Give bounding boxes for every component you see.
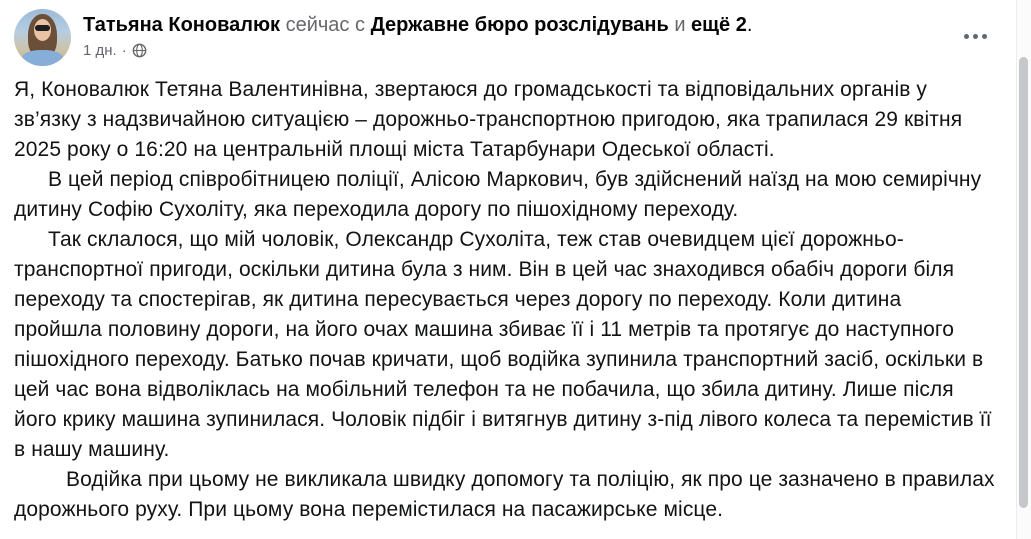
post-paragraph: Я, Коновалюк Тетяна Валентинівна, звертаюся до громадськості та відповідальних органів у зв’язку з надзвичайною ситуацією – дорожньо-транспортною пригодою, яка трапилася 29 квітня 2025 року о 16:20 на центральній площі міста Татарбунари Одеської області. bbox=[14, 78, 963, 161]
tagged-page-link[interactable]: Державне бюро розслідувань bbox=[370, 14, 669, 36]
scrollbar-thumb[interactable] bbox=[1019, 57, 1028, 508]
ellipsis-icon bbox=[964, 34, 969, 39]
and-text: и bbox=[674, 14, 686, 36]
more-tagged-link[interactable]: ещё 2 bbox=[691, 14, 747, 36]
header-text bbox=[83, 9, 752, 59]
post-options-button[interactable] bbox=[958, 28, 993, 45]
globe-icon bbox=[132, 43, 147, 58]
connector-text: сейчас с bbox=[285, 14, 365, 36]
post-paragraph: Так склалося, що мій чоловік, Олександр Сухоліта, теж став очевидцем цієї дорожньо-транспортної пригоди, оскільки дитина була з ним. Він в цей час знаходився обабіч дороги біля переходу та спостерігав, як дитина пересувається через дорогу по переходу. Коли дитина пройшла половину дороги, на його очах машина збиває її і 11 метрів та протягує до наступного пішохідного переходу. Батько почав кричати, щоб водійка зупинила транспортний засіб, оскільки в цей час вона відволіклась на мобільний телефон та не побачила, що збила дитину. Лише після його крику машина зупинилася. Чоловік підбіг і витягнув дитину з-під лівого колеса та перемістив її в нашу машину. bbox=[14, 228, 992, 461]
post-meta bbox=[83, 42, 752, 59]
post-body bbox=[0, 68, 1017, 525]
meta-separator: · bbox=[121, 42, 127, 59]
avatar-shirt bbox=[22, 50, 63, 66]
post-paragraph: Водійка при цьому не викликала швидку допомогу та поліцію, як про це зазначено в правилах дорожнього руху. При цьому вона перемістилася на пасажирське місце. bbox=[14, 468, 995, 521]
author-name-link[interactable]: Татьяна Коновалюк bbox=[83, 14, 281, 36]
sunglasses-icon bbox=[35, 25, 50, 31]
ellipsis-icon bbox=[973, 34, 978, 39]
scrollbar[interactable] bbox=[1016, 0, 1031, 539]
post-title-line bbox=[83, 12, 752, 39]
post-header bbox=[0, 0, 1017, 68]
period-text: . bbox=[746, 14, 753, 36]
timestamp-link[interactable]: 1 дн. bbox=[83, 42, 117, 59]
avatar[interactable] bbox=[14, 9, 71, 66]
ellipsis-icon bbox=[982, 34, 987, 39]
post-paragraph: В цей період співробітницею поліції, Алісою Маркович, був здійснений наїзд на мою семирічну дитину Софію Сухоліту, яка переходила дорогу по пішохідному переходу. bbox=[14, 168, 982, 221]
